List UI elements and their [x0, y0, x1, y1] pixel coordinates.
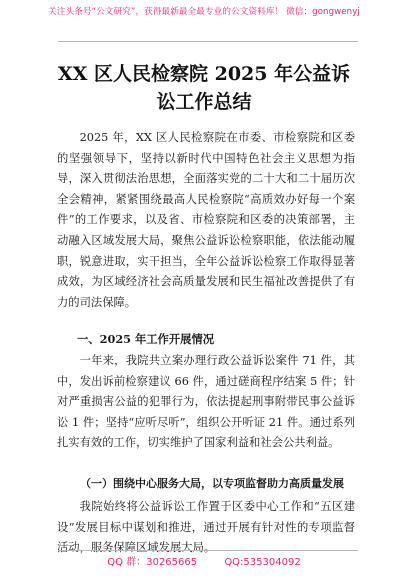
service-paragraph: 我院始终将公益诉讼工作置于区委中心工作和“五区建设”发展目标中谋划和推进，通过开展有针对性的专项监督活动，服务保障区域发展大局。	[57, 500, 355, 555]
footer-contact	[0, 553, 408, 568]
header-promo-note: 关注头条号“公文研究”，获得最新最全最专业的公文资料库！ 微信：gongwenyj	[48, 7, 360, 17]
section-heading: 一、2025 年工作开展情况	[77, 332, 215, 346]
intro-paragraph: 2025 年，XX 区人民检察院在市委、市检察院和区委的坚强领导下，坚持以新时代中国特色社会主义思想为指导，深入贯彻法治思想，全面落实党的二十大和二十届历次全会精神，紧紧围绕最高人民检察院“高质效办好每一个案件”的工作要求，以及省、市检察院和区委的决策部署，主动融入区域发展大局，聚焦公益诉讼检察职能，依法能动履职，锐意进取，实干担当，全年公益诉讼检察工作取得显著成效，为区域经济社会高质量发展和民生福祉改善提供了有力的司法保障。	[57, 131, 355, 309]
footer-divider	[58, 550, 358, 551]
work-summary-paragraph: 一年来，我院共立案办理行政公益诉讼案件 71 件，其中，发出诉前检察建议 66 件，通过磋商程序结案 5 件；针对严重损害公益的犯罪行为，依法提起刑事附带民事公益诉讼 1 件；坚持“应听尽听”，组织公开听证 21 件。通过系列扎实有效的工作，切实维护了国家利益和社会公共利益。	[57, 354, 355, 450]
footer-qq-group: QQ 群：30265665	[107, 557, 198, 568]
subsection-heading: （一）围绕中心服务大局，以专项监督助力高质量发展	[80, 477, 344, 490]
document-title: XX 区人民检察院 2025 年公益诉讼工作总结	[57, 63, 351, 113]
footer-qq: QQ:535304092	[224, 557, 301, 568]
header-divider	[58, 41, 358, 42]
